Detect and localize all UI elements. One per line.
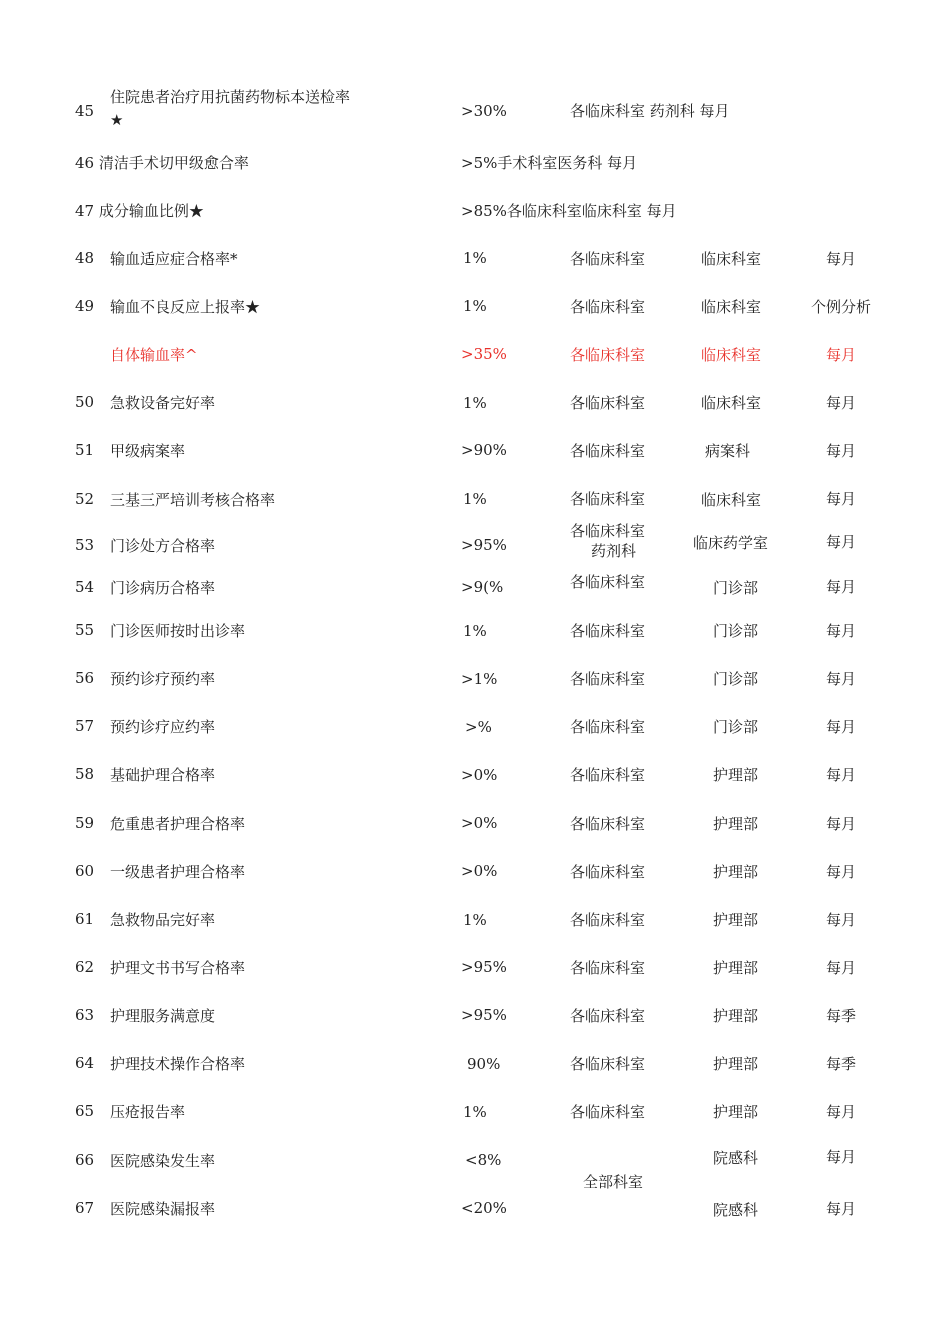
row-61-name: 急救物品完好率 — [110, 911, 216, 929]
row-59-name: 危重患者护理合格率 — [110, 815, 246, 833]
row-64-name: 护理技术操作合格率 — [110, 1055, 246, 1073]
row-45-number: 45 — [75, 102, 95, 120]
row-59-dept: 各临床科室 — [570, 815, 646, 833]
row-67-target: <20% — [461, 1199, 507, 1217]
row-64-dept: 各临床科室 — [570, 1055, 646, 1073]
row-autologous-target: >35% — [461, 345, 507, 363]
row-56-target: >1% — [461, 670, 498, 688]
row-62-resp: 护理部 — [713, 959, 759, 977]
row-56-resp: 门诊部 — [713, 670, 759, 688]
row-63-target: >95% — [461, 1006, 507, 1024]
row-50-freq: 每月 — [826, 394, 857, 412]
row-46-number-name: 46 清洁手术切甲级愈合率 — [75, 154, 249, 172]
row-53-freq: 每月 — [826, 533, 857, 551]
row-58-name: 基础护理合格率 — [110, 766, 216, 784]
row-48-dept: 各临床科室 — [570, 250, 646, 268]
row-48-resp: 临床科室 — [701, 250, 762, 268]
row-54-number: 54 — [75, 578, 95, 596]
row-autologous-dept: 各临床科室 — [570, 346, 646, 364]
row-50-target: 1% — [463, 394, 487, 412]
row-64-resp: 护理部 — [713, 1055, 759, 1073]
row-50-dept: 各临床科室 — [570, 394, 646, 412]
row-55-name: 门诊医师按时出诊率 — [110, 622, 246, 640]
row-59-target: >0% — [461, 814, 498, 832]
row-62-number: 62 — [75, 958, 95, 976]
row-56-number: 56 — [75, 669, 95, 687]
row-51-resp: 病案科 — [705, 442, 751, 460]
row-51-dept: 各临床科室 — [570, 442, 646, 460]
row-49-target: 1% — [463, 297, 487, 315]
row-64-target: 90% — [467, 1055, 501, 1073]
row-58-number: 58 — [75, 765, 95, 783]
row-autologous-resp: 临床科室 — [701, 346, 762, 364]
row-55-freq: 每月 — [826, 622, 857, 640]
row-48-freq: 每月 — [826, 250, 857, 268]
row-67-number: 67 — [75, 1199, 95, 1217]
row-47-number-name: 47 成分输血比例★ — [75, 202, 204, 220]
row-61-freq: 每月 — [826, 911, 857, 929]
row-58-target: >0% — [461, 766, 498, 784]
row-46-target-dept-resp-freq: >5%手术科室医务科 每月 — [461, 154, 638, 172]
row-51-number: 51 — [75, 441, 95, 459]
row-65-resp: 护理部 — [713, 1103, 759, 1121]
row-49-freq: 个例分析 — [811, 298, 872, 316]
row-61-number: 61 — [75, 910, 95, 928]
row-60-freq: 每月 — [826, 863, 857, 881]
row-58-freq: 每月 — [826, 766, 857, 784]
row-53-dept-line2: 药剂科 — [591, 542, 637, 560]
row-53-number: 53 — [75, 536, 95, 554]
row-49-dept: 各临床科室 — [570, 298, 646, 316]
row-45-name: 住院患者治疗用抗菌药物标本送检率 — [110, 88, 351, 106]
row-57-freq: 每月 — [826, 718, 857, 736]
row-57-number: 57 — [75, 717, 95, 735]
row-63-number: 63 — [75, 1006, 95, 1024]
row-54-name: 门诊病历合格率 — [110, 579, 216, 597]
row-50-resp: 临床科室 — [701, 394, 762, 412]
row-49-resp: 临床科室 — [701, 298, 762, 316]
row-56-dept: 各临床科室 — [570, 670, 646, 688]
row-53-name: 门诊处方合格率 — [110, 537, 216, 555]
row-65-dept: 各临床科室 — [570, 1103, 646, 1121]
row-55-target: 1% — [463, 622, 487, 640]
row-65-freq: 每月 — [826, 1103, 857, 1121]
row-60-dept: 各临床科室 — [570, 863, 646, 881]
row-51-target: >90% — [461, 441, 507, 459]
row-65-name: 压疮报告率 — [110, 1103, 186, 1121]
row-51-freq: 每月 — [826, 442, 857, 460]
row-55-resp: 门诊部 — [713, 622, 759, 640]
row-67-resp: 院感科 — [713, 1201, 759, 1219]
row-48-name: 输血适应症合格率* — [110, 250, 238, 268]
row-58-dept: 各临床科室 — [570, 766, 646, 784]
row-57-dept: 各临床科室 — [570, 718, 646, 736]
row-60-number: 60 — [75, 862, 95, 880]
star-icon: ★ — [110, 111, 124, 129]
row-45-target: >30% — [461, 102, 507, 120]
row-55-dept: 各临床科室 — [570, 622, 646, 640]
row-65-target: 1% — [463, 1103, 487, 1121]
row-60-resp: 护理部 — [713, 863, 759, 881]
row-56-name: 预约诊疗预约率 — [110, 670, 216, 688]
row-52-dept: 各临床科室 — [570, 490, 646, 508]
row-53-target: >95% — [461, 536, 507, 554]
row-50-name: 急救设备完好率 — [110, 394, 216, 412]
row-59-freq: 每月 — [826, 815, 857, 833]
row-63-freq: 每季 — [826, 1007, 857, 1025]
row-65-number: 65 — [75, 1102, 95, 1120]
row-63-resp: 护理部 — [713, 1007, 759, 1025]
row-64-freq: 每季 — [826, 1055, 857, 1073]
row-66-resp: 院感科 — [713, 1149, 759, 1167]
row-59-resp: 护理部 — [713, 815, 759, 833]
row-52-resp: 临床科室 — [701, 491, 762, 509]
row-67-name: 医院感染漏报率 — [110, 1200, 216, 1218]
row-60-target: >0% — [461, 862, 498, 880]
row-49-number: 49 — [75, 297, 95, 315]
row-63-name: 护理服务满意度 — [110, 1007, 216, 1025]
row-62-name: 护理文书书写合格率 — [110, 959, 246, 977]
row-49-name: 输血不良反应上报率★ — [110, 298, 261, 316]
row-56-freq: 每月 — [826, 670, 857, 688]
row-58-resp: 护理部 — [713, 766, 759, 784]
row-54-target: >9(% — [461, 578, 504, 596]
row-66-freq: 每月 — [826, 1148, 857, 1166]
row-54-freq: 每月 — [826, 578, 857, 596]
row-64-number: 64 — [75, 1054, 95, 1072]
row-66-target: <8% — [465, 1151, 502, 1169]
row-67-freq: 每月 — [826, 1200, 857, 1218]
row-66-name: 医院感染发生率 — [110, 1152, 216, 1170]
row-59-number: 59 — [75, 814, 95, 832]
row-62-dept: 各临床科室 — [570, 959, 646, 977]
row-52-number: 52 — [75, 490, 95, 508]
row-62-freq: 每月 — [826, 959, 857, 977]
row-57-target: >% — [465, 718, 492, 736]
row-54-dept: 各临床科室 — [570, 573, 646, 591]
row-61-resp: 护理部 — [713, 911, 759, 929]
row-52-freq: 每月 — [826, 490, 857, 508]
row-55-number: 55 — [75, 621, 95, 639]
row-52-target: 1% — [463, 490, 487, 508]
row-autologous-name: 自体输血率^ — [110, 346, 198, 364]
row-66-number: 66 — [75, 1151, 95, 1169]
row-54-resp: 门诊部 — [713, 579, 759, 597]
row-51-name: 甲级病案率 — [110, 442, 186, 460]
row-48-number: 48 — [75, 249, 95, 267]
row-47-target-dept-resp-freq: >85%各临床科室临床科室 每月 — [461, 202, 677, 220]
row-61-target: 1% — [463, 911, 487, 929]
row-48-target: 1% — [463, 249, 487, 267]
row-53-resp: 临床药学室 — [693, 534, 769, 552]
row-50-number: 50 — [75, 393, 95, 411]
row-autologous-freq: 每月 — [826, 346, 857, 364]
row-57-name: 预约诊疗应约率 — [110, 718, 216, 736]
row-61-dept: 各临床科室 — [570, 911, 646, 929]
row-57-resp: 门诊部 — [713, 718, 759, 736]
row-60-name: 一级患者护理合格率 — [110, 863, 246, 881]
row-52-name: 三基三严培训考核合格率 — [110, 491, 276, 509]
row-63-dept: 各临床科室 — [570, 1007, 646, 1025]
row-53-dept-line1: 各临床科室 — [570, 522, 646, 540]
rows-66-67-dept: 全部科室 — [583, 1173, 644, 1191]
row-62-target: >95% — [461, 958, 507, 976]
row-45-dept-resp-freq: 各临床科室 药剂科 每月 — [570, 102, 730, 120]
